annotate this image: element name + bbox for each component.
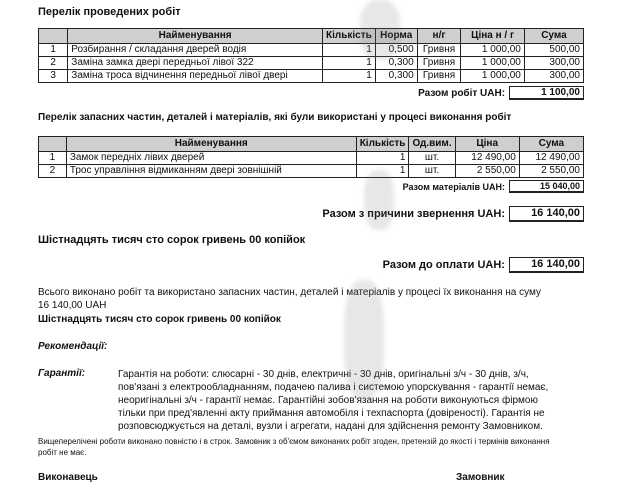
row-qty: 1 bbox=[322, 70, 375, 83]
col-header-num bbox=[39, 29, 68, 44]
row-name: Трос управління відмиканням двері зовнішній bbox=[66, 165, 356, 178]
col-header-name: Найменування bbox=[68, 29, 323, 44]
row-norm: 0,300 bbox=[375, 70, 417, 83]
row-sum: 300,00 bbox=[524, 70, 583, 83]
row-num: 2 bbox=[39, 165, 67, 178]
row-sum: 12 490,00 bbox=[519, 152, 583, 165]
row-num: 1 bbox=[39, 44, 68, 57]
row-price: 1 000,00 bbox=[461, 44, 524, 57]
guarantee-label: Гарантії: bbox=[38, 368, 86, 379]
col-header-qty: Кількість bbox=[322, 29, 375, 44]
row-num: 2 bbox=[39, 57, 68, 70]
stamp-smudge bbox=[344, 280, 384, 400]
col-header-norm: Норма bbox=[375, 29, 417, 44]
recommendations-label: Рекомендації: bbox=[38, 341, 108, 352]
row-sum: 2 550,00 bbox=[519, 165, 583, 178]
row-norm: 0,300 bbox=[375, 57, 417, 70]
row-norm: 0,500 bbox=[375, 44, 417, 57]
row-qty: 1 bbox=[322, 44, 375, 57]
row-price: 2 550,00 bbox=[455, 165, 519, 178]
parts-total-value: 15 040,00 bbox=[509, 180, 584, 193]
footer-note-line-1: Вищеперелічені роботи виконано повністю і в строк. Замовник з об'ємом виконаних робіт згоден, претензій до якості і термінів виконання bbox=[38, 437, 550, 446]
stamp-smudge bbox=[364, 170, 394, 230]
works-section-title: Перелік проведених робіт bbox=[38, 6, 181, 18]
col-header-num bbox=[39, 137, 67, 152]
summary-line-2: 16 140,00 UAH bbox=[38, 300, 107, 311]
payable-total-value: 16 140,00 bbox=[509, 257, 584, 273]
works-total-value: 1 100,00 bbox=[509, 86, 584, 100]
executor-label: Виконавець bbox=[38, 472, 98, 483]
row-unit: шт. bbox=[409, 165, 455, 178]
customer-label: Замовник bbox=[456, 472, 505, 483]
col-header-sum: Сума bbox=[519, 137, 583, 152]
summary-line-1: Всього виконано робіт та використано запасних частин, деталей і матеріалів у процесі їх виконання на суму bbox=[38, 287, 542, 298]
stamp-smudge bbox=[360, 0, 400, 60]
works-total bbox=[320, 86, 584, 100]
row-qty: 1 bbox=[356, 165, 409, 178]
table-row bbox=[39, 152, 584, 165]
row-name: Розбирання / складання дверей водія bbox=[68, 44, 323, 57]
parts-table-header bbox=[39, 137, 584, 152]
parts-section-title: Перелік запасних частин, деталей і матеріалів, які були використані у процесі виконання робіт bbox=[38, 112, 512, 123]
table-row bbox=[39, 70, 584, 83]
payable-total-label: Разом до оплати UAH: bbox=[382, 259, 505, 271]
row-num: 1 bbox=[39, 152, 67, 165]
col-header-price: Ціна bbox=[455, 137, 519, 152]
amount-in-words-2: Шістнадцять тисяч сто сорок гривень 00 копійок bbox=[38, 314, 281, 325]
col-header-sum: Сума bbox=[524, 29, 583, 44]
row-price: 1 000,00 bbox=[461, 70, 524, 83]
amount-in-words: Шістнадцять тисяч сто сорок гривень 00 копійок bbox=[38, 234, 306, 246]
row-unit: Гривня bbox=[417, 70, 461, 83]
footer-note-line-2: робіт не має. bbox=[38, 448, 87, 457]
row-name: Заміна замка двері передньої лівої 322 bbox=[68, 57, 323, 70]
row-name: Заміна троса відчинення передньої лівої двері bbox=[68, 70, 323, 83]
parts-table bbox=[38, 136, 584, 178]
table-row bbox=[39, 57, 584, 70]
row-num: 3 bbox=[39, 70, 68, 83]
row-unit: Гривня bbox=[417, 44, 461, 57]
row-unit: Гривня bbox=[417, 57, 461, 70]
reason-total-value: 16 140,00 bbox=[509, 206, 584, 222]
row-price: 12 490,00 bbox=[455, 152, 519, 165]
works-table bbox=[38, 28, 584, 83]
guarantee-line: пов'язані з електрообладнанням, подачею палива і системою упорскування - гарантії немає, bbox=[118, 382, 549, 393]
row-sum: 300,00 bbox=[524, 57, 583, 70]
row-sum: 500,00 bbox=[524, 44, 583, 57]
col-header-qty: Кількість bbox=[356, 137, 409, 152]
works-table-header bbox=[39, 29, 584, 44]
table-row bbox=[39, 165, 584, 178]
table-row bbox=[39, 44, 584, 57]
summary-text bbox=[38, 286, 598, 312]
row-qty: 1 bbox=[356, 152, 409, 165]
col-header-unit: н/г bbox=[417, 29, 461, 44]
works-total-label: Разом робіт UAH: bbox=[418, 87, 506, 99]
reason-total bbox=[300, 206, 584, 222]
row-price: 1 000,00 bbox=[461, 57, 524, 70]
row-qty: 1 bbox=[322, 57, 375, 70]
reason-total-label: Разом з причини звернення UAH: bbox=[322, 208, 505, 220]
guarantee-line: Гарантія на роботи: слюсарні - 30 днів, електричні - 30 днів, оригінальні з/ч - 30 днів, з/ч, bbox=[118, 369, 529, 380]
row-unit: шт. bbox=[409, 152, 455, 165]
col-header-price: Ціна н / г bbox=[461, 29, 524, 44]
row-name: Замок передніх лівих дверей bbox=[66, 152, 356, 165]
footer-note bbox=[38, 436, 618, 458]
guarantee-line: неоригінальні з/ч - гарантії немає. Гарантійні зобов'язання на роботи виконуються фірмою bbox=[118, 395, 538, 406]
payable-total bbox=[300, 257, 584, 273]
col-header-unit: Од.вим. bbox=[409, 137, 455, 152]
col-header-name: Найменування bbox=[66, 137, 356, 152]
parts-total-label: Разом матеріалів UAH: bbox=[402, 181, 506, 192]
guarantee-line: тільки при пред'явленні акту приймання автомобіля і техпаспорта (довіреності). Гарантія не bbox=[118, 408, 545, 419]
parts-total bbox=[320, 180, 584, 193]
guarantee-line: розповсюджується на деталі, вузли і агрегати, надані для здійснення ремонту Замовником. bbox=[118, 421, 543, 432]
